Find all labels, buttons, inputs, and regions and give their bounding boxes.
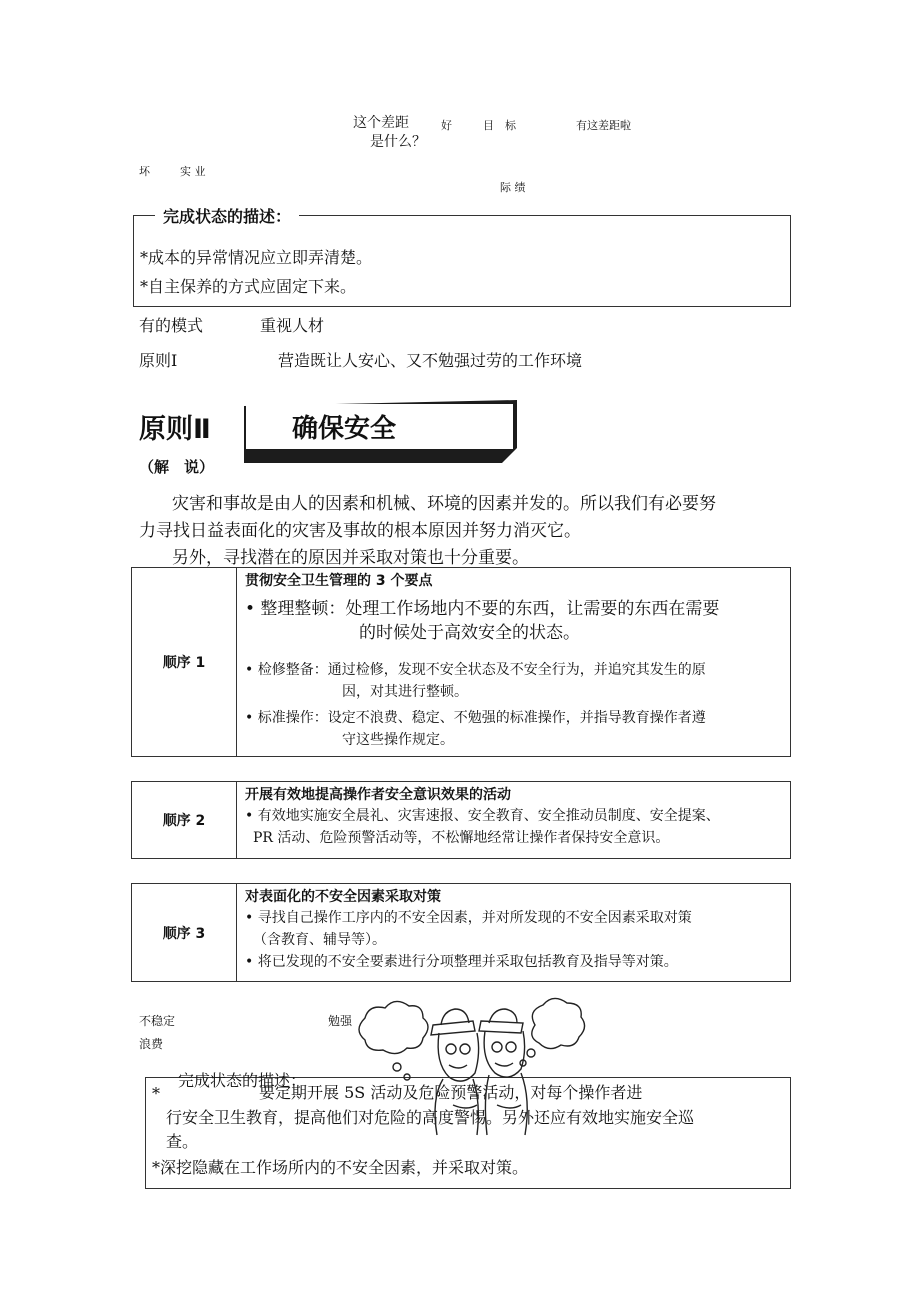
seq1-bullet-1a: • 整理整顿：处理工作场地内不要的东西，让需要的东西在需要 xyxy=(245,599,720,619)
label-forced: 勉强 xyxy=(328,1014,353,1028)
sequence-2-table xyxy=(131,781,791,859)
box1-line-1: *成本的异常情况应立即弄清楚。 xyxy=(140,248,373,267)
label-good: 好 xyxy=(441,119,452,132)
box2-line-1: 要定期开展 5S 活动及危险预警活动，对每个操作者进 xyxy=(259,1083,643,1102)
principle-1-text: 营造既让人安心、又不勉强过劳的工作环境 xyxy=(278,351,583,370)
principle-2-label: 原则Ⅱ xyxy=(139,414,211,445)
seq3-bullet-1a: • 寻找自己操作工序内的不安全因素，并对所发现的不安全因素采取对策 xyxy=(245,910,692,926)
box2-line-3: 查。 xyxy=(166,1132,199,1151)
label-bad: 坏 xyxy=(139,165,150,178)
sequence-3-header: 对表面化的不安全因素采取对策 xyxy=(245,889,441,905)
seq1-bullet-2b: 因，对其进行整顿。 xyxy=(342,684,468,700)
seq1-bullet-3a: • 标准操作：设定不浪费、稳定、不勉强的标准操作，并指导教育操作者遵 xyxy=(245,710,706,726)
title-safety: 确保安全 xyxy=(292,414,397,444)
sequence-1-table xyxy=(131,567,791,757)
seq2-bullet-1a: • 有效地实施安全晨礼、灾害速报、安全教育、安全推动员制度、安全提案、 xyxy=(245,808,720,824)
sequence-1-label: 顺序 1 xyxy=(132,568,237,756)
label-unstable: 不稳定 xyxy=(139,1014,176,1028)
label-actual: 实 业 xyxy=(180,165,206,178)
seq3-bullet-2: • 将已发现的不安全要素进行分项整理并采取包括教育及指导等对策。 xyxy=(245,954,678,970)
mode-label: 有的模式 xyxy=(139,316,204,335)
title-banner xyxy=(244,400,517,463)
gap-question-2: 是什么？ xyxy=(370,134,426,150)
box2-line-4: *深挖隐藏在工作场所内的不安全因素，并采取对策。 xyxy=(152,1158,529,1177)
label-target: 目 标 xyxy=(483,119,516,132)
completion-box-1 xyxy=(133,215,791,307)
sequence-3-label: 顺序 3 xyxy=(132,884,237,981)
box2-legend: 完成状态的描述： xyxy=(178,1071,307,1090)
sequence-2-label: 顺序 2 xyxy=(132,782,237,858)
sequence-3-table xyxy=(131,883,791,982)
sequence-2-header: 开展有效地提高操作者安全意识效果的活动 xyxy=(245,787,511,803)
mode-value: 重视人材 xyxy=(260,316,325,335)
cartoon-inspectors-illustration xyxy=(345,995,595,1145)
para-1a: 灾害和事故是由人的因素和机械、环境的因素并发的。所以我们有必要努 xyxy=(172,494,716,514)
seq1-bullet-3b: 守这些操作规定。 xyxy=(342,732,454,748)
seq3-bullet-1b: （含教育、辅导等）。 xyxy=(253,932,386,948)
para-2: 另外，寻找潜在的原因并采取对策也十分重要。 xyxy=(172,548,529,568)
label-waste: 浪费 xyxy=(139,1037,164,1051)
gap-question-1: 这个差距 xyxy=(353,115,409,131)
box1-line-2: *自主保养的方式应固定下来。 xyxy=(140,277,357,296)
box2-star: * xyxy=(152,1084,160,1103)
sequence-1-header: 贯彻安全卫生管理的 3 个要点 xyxy=(245,573,433,589)
seq1-bullet-2a: • 检修整备：通过检修，发现不安全状态及不安全行为，并追究其发生的原 xyxy=(245,662,706,678)
seq2-bullet-1b: PR 活动、危险预警活动等，不松懈地经常让操作者保持安全意识。 xyxy=(253,830,670,846)
principle-1-label: 原则Ⅰ xyxy=(139,351,178,370)
para-1b: 力寻找日益表面化的灾害及事故的根本原因并努力消灭它。 xyxy=(139,521,581,541)
box1-legend: 完成状态的描述： xyxy=(155,204,299,227)
explain-heading: （解 说） xyxy=(139,458,215,476)
box2-line-2: 行安全卫生教育，提高他们对危险的高度警惕。另外还应有效地实施安全巡 xyxy=(166,1108,695,1127)
label-actual-2: 际 绩 xyxy=(500,181,526,194)
seq1-bullet-1b: 的时候处于高效安全的状态。 xyxy=(359,623,580,643)
label-has-gap: 有这差距啦 xyxy=(576,119,631,132)
